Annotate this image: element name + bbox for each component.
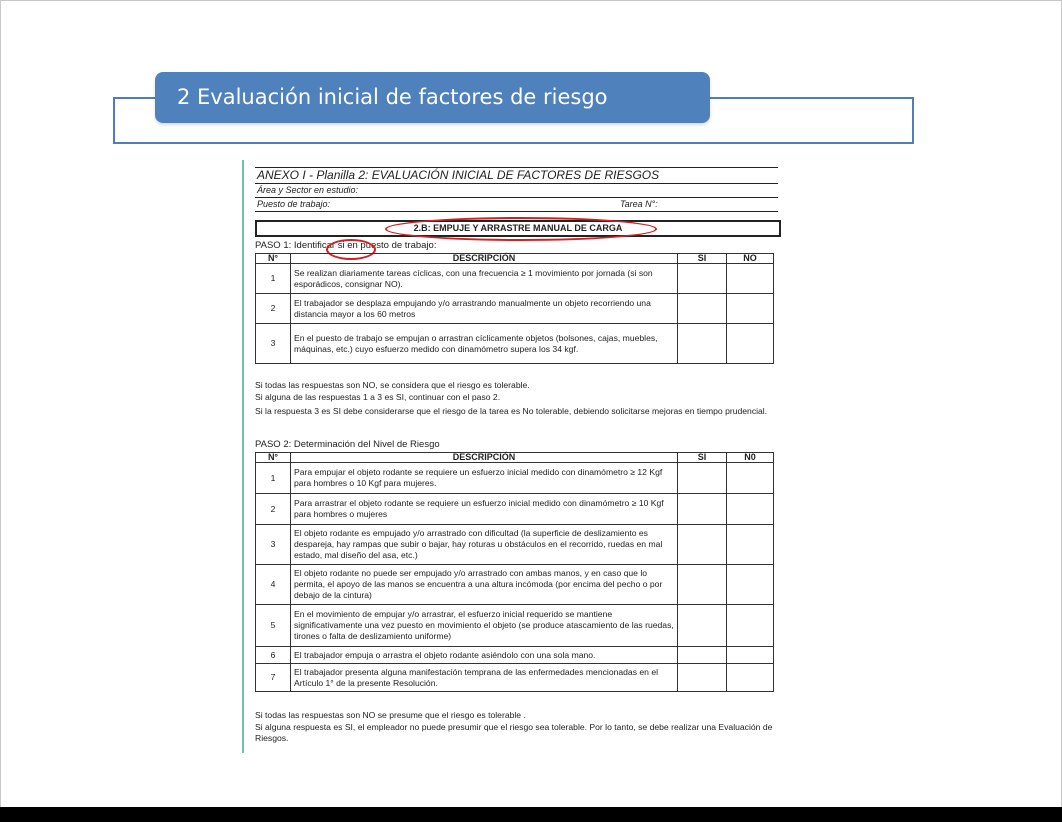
row-number: 3 [256,324,291,364]
row-description: El objeto rodante no puede ser empujado y/o arrastrado con ambas manos, y en caso que lo permita, el apoyo de las manos se encuentra a una altura incómoda (por encima del pecho o por debajo de la cintura) [291,565,678,605]
note-paso1-3: Si la respuesta 3 es SI debe considerarse que el riesgo de la tarea es No tolerable, debiendo solicitarse mejoras en tiempo prudencial. [255,406,768,416]
si-cell[interactable] [678,324,727,364]
si-cell[interactable] [678,463,727,494]
area-label: Área y Sector en estudio: [255,184,778,198]
row-description: El trabajador empuja o arrastra el objeto rodante asiéndolo con una sola mano. [291,647,678,664]
red-highlight-oval [385,217,657,241]
si-cell[interactable] [678,294,727,324]
note-paso2-1: Si todas las respuestas son NO se presume que el riesgo es tolerable . [255,710,526,720]
table-row [256,605,774,647]
annex-title: ANEXO I - Planilla 2: EVALUACIÓN INICIAL DE FACTORES DE RIESGOS [255,167,778,184]
row-number: 4 [256,565,291,605]
table-row [256,664,774,692]
si-cell[interactable] [678,664,727,692]
row-number: 6 [256,647,291,664]
col-header-no: N0 [727,453,774,463]
no-cell[interactable] [727,294,774,324]
col-header-n: N° [256,254,291,264]
no-cell[interactable] [727,525,774,565]
puesto-row [255,198,778,212]
bottom-bar [0,807,1062,822]
note-paso2-2: Si alguna respuesta es SI, el empleador no puede presumir que el riesgo sea tolerable. Por lo tanto, se debe realizar una Evaluación de Riesgos. [255,722,773,743]
row-number: 1 [256,264,291,294]
row-description: Para arrastrar el objeto rodante se requiere un esfuerzo inicial medido con dinamómetro ≥ 10 Kgf para hombres o mujeres [291,494,678,525]
no-cell[interactable] [727,264,774,294]
puesto-label: Puesto de trabajo: [257,199,331,209]
table-row [256,294,774,324]
no-cell[interactable] [727,565,774,605]
bracket-line-right [710,97,912,99]
no-cell[interactable] [727,605,774,647]
table-row [256,647,774,664]
tarea-label: Tarea N°: [620,199,658,209]
paso1-label: PASO 1: Identificar si en puesto de trabajo: [255,240,437,251]
row-description: El objeto rodante es empujado y/o arrastrado con dificultad (la superficie de deslizamiento es despareja, hay rampas que subir o bajar, hay roturas u obstáculos en el recorrido, ruedas en mal estado, mal diseño del asa, etc.) [291,525,678,565]
table-paso1 [255,253,774,364]
no-cell[interactable] [727,647,774,664]
col-header-descripcion: DESCRIPCIÓN [291,453,678,463]
table-row [256,525,774,565]
col-header-si: SI [678,254,727,264]
row-number: 2 [256,294,291,324]
si-cell[interactable] [678,525,727,565]
col-header-no: NO [727,254,774,264]
table-row [256,565,774,605]
table-row [256,463,774,494]
note-paso1-1: Si todas las respuestas son NO, se considera que el riesgo es tolerable. [255,380,530,390]
document-header [255,167,778,212]
row-description: Se realizan diariamente tareas cíclicas, con una frecuencia ≥ 1 movimiento por jornada (si son esporádicos, consignar NO). [291,264,678,294]
row-number: 1 [256,463,291,494]
si-cell[interactable] [678,605,727,647]
col-header-si: SI [678,453,727,463]
row-description: El trabajador presenta alguna manifestación temprana de las enfermedades mencionadas en el Artículo 1° de la presente Resolución. [291,664,678,692]
row-description: En el movimiento de empujar y/o arrastrar, el esfuerzo inicial requerido se mantiene significativamente una vez puesto en movimiento el objeto (se produce atascamiento de las ruedas, tirones o falta de deslizamiento uniforme) [291,605,678,647]
row-description: Para empujar el objeto rodante se requiere un esfuerzo inicial medido con dinamómetro ≥ 12 Kgf para hombres o 10 Kgf para mujeres. [291,463,678,494]
row-description: El trabajador se desplaza empujando y/o arrastrando manualmente un objeto recorriendo una distancia mayor a los 60 metros [291,294,678,324]
row-number: 2 [256,494,291,525]
note-paso1-2: Si alguna de las respuestas 1 a 3 es SI, continuar con el paso 2. [255,392,501,402]
table-paso2 [255,452,774,692]
table-row [256,494,774,525]
row-number: 3 [256,525,291,565]
no-cell[interactable] [727,664,774,692]
col-header-n: N° [256,453,291,463]
no-cell[interactable] [727,324,774,364]
col-header-descripcion: DESCRIPCIÓN [291,254,678,264]
no-cell[interactable] [727,463,774,494]
bracket-line-left [113,97,157,99]
section-title: 2.B: EMPUJE Y ARRASTRE MANUAL DE CARGA [255,220,781,237]
si-cell[interactable] [678,565,727,605]
scanned-document [242,160,777,753]
si-cell[interactable] [678,494,727,525]
no-cell[interactable] [727,494,774,525]
row-number: 5 [256,605,291,647]
paso2-label: PASO 2: Determinación del Nivel de Riesgo [255,439,440,450]
si-cell[interactable] [678,264,727,294]
row-description: En el puesto de trabajo se empujan o arrastran cíclicamente objetos (bolsones, cajas, muebles, máquinas, etc.) cuyo esfuerzo medido con dinamómetro supera los 34 kgf. [291,324,678,364]
table-row [256,264,774,294]
row-number: 7 [256,664,291,692]
table-row [256,324,774,364]
slide-title: 2 Evaluación inicial de factores de riesgo [155,72,710,123]
si-cell[interactable] [678,647,727,664]
